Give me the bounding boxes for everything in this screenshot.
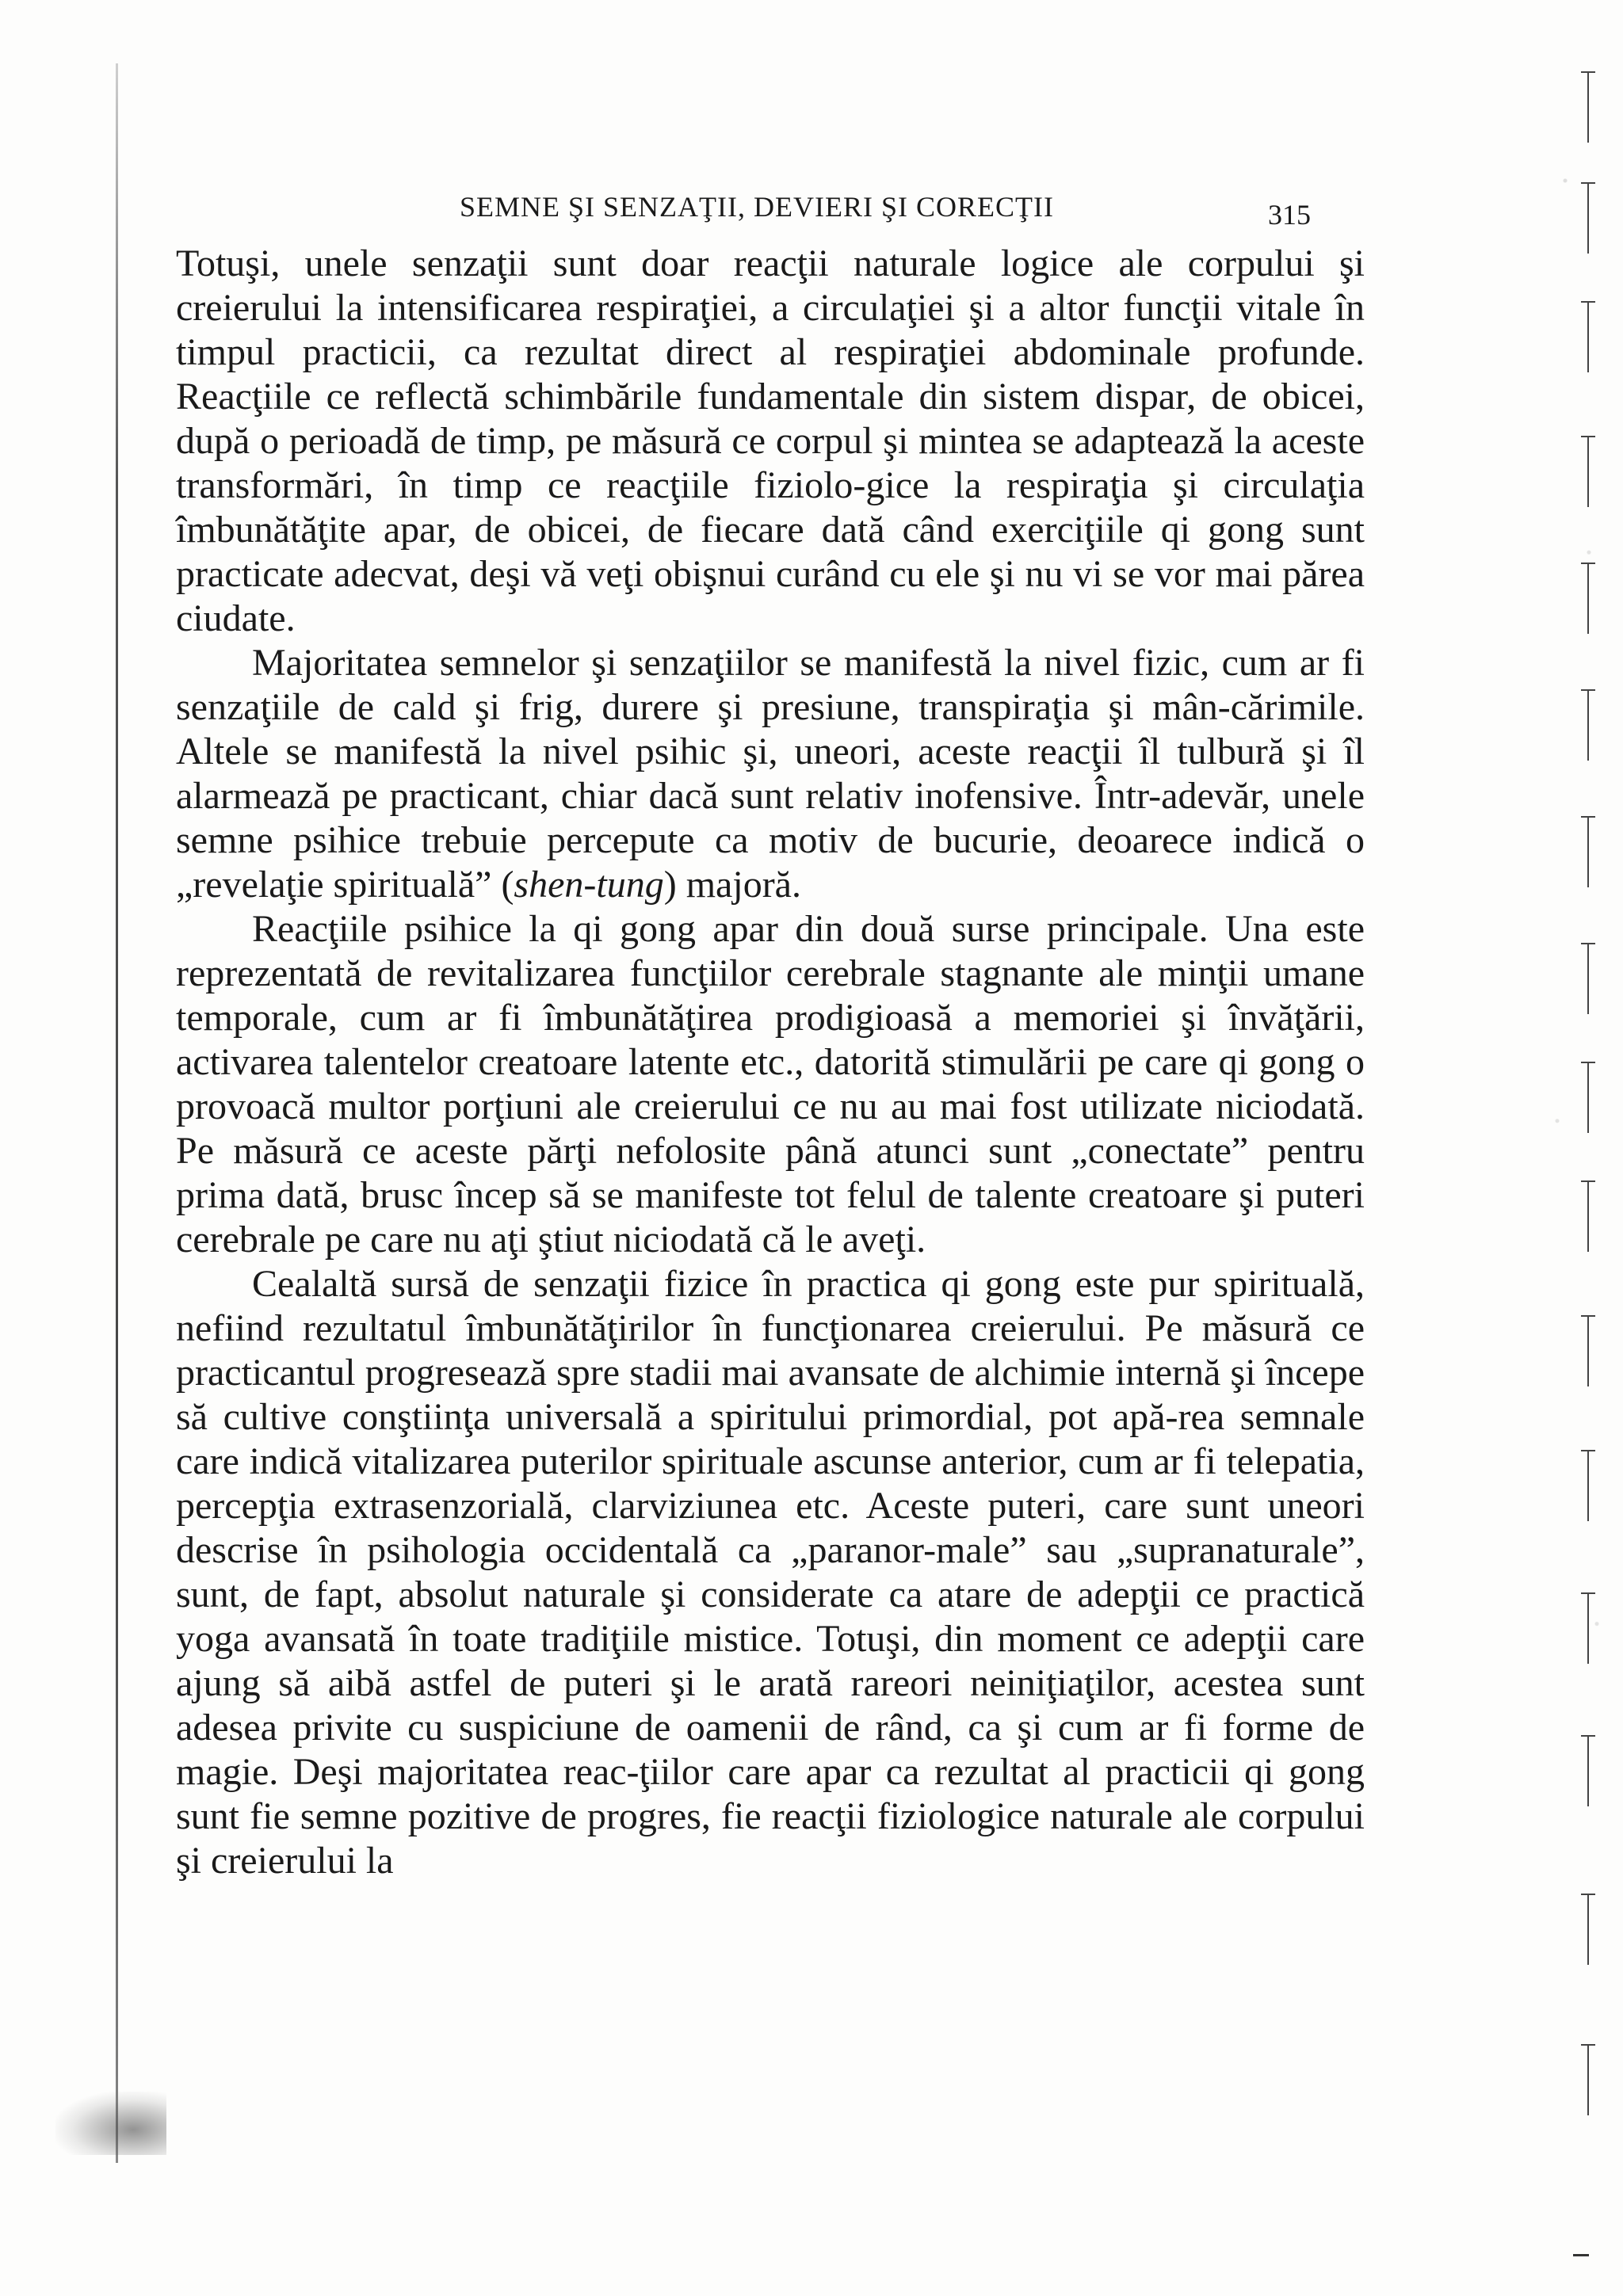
paragraph-text: ) majoră.: [663, 864, 801, 906]
paragraph-text: Totuşi, unele senzaţii sunt doar reacţii naturale logice ale corpului şi creierului la intensificarea respiraţiei, a circulaţiei şi a altor funcţii vitale în timpul practicii, ca rezultat direct al respiraţiei abdominale profunde. Reacţiile ce reflectă schimbările fundamentale din sistem dispar, de obicei, după o perioadă de timp, pe măsură ce corpul şi mintea se adaptează la aceste transformări, în timp ce reacţiile fiziolo-gice la respiraţia şi circulaţia îmbunătăţite apar, de obicei, de fiecare dată când exerciţiile qi gong sunt practicate adecvat, deşi vă veţi obişnui curând cu ele şi nu vi se vor mai părea ciudate.: [176, 242, 1365, 639]
paragraph: [176, 242, 1365, 641]
binding-edge-line: [116, 63, 118, 2163]
page-number: 315: [1268, 199, 1311, 231]
paragraph-text: Cealaltă sursă de senzaţii fizice în practica qi gong este pur spirituală, nefiind rezultatul îmbunătăţirilor în funcţionarea creierului. Pe măsură ce practicantul progresează spre stadii mai avansate de alchimie internă şi începe să cultive conştiinţa universală a spiritului primordial, pot apă-rea semnale care indică vitalizarea puterilor spirituale ascunse anterior, cum ar fi telepatia, percepţia extrasenzorială, clarviziunea etc. Aceste puteri, care sunt uneori descrise în psihologia occidentală ca „paranor-male” sau „supranaturale”, sunt, de fapt, absolut naturale şi considerate ca atare de adepţii ce practică yoga avansată în toate tradiţiile mistice. Totuşi, din moment ce adepţii care ajung să aibă astfel de puteri şi le arată rareori neiniţiaţilor, acestea sunt adesea privite cu suspiciune de oamenii de rând, ca şi cum ar fi forme de magie. Deşi majoritatea reac-ţiilor care apar ca rezultat al practicii qi gong sunt fie semne pozitive de progres, fie reacţii fiziologice naturale ale corpului şi creierului la: [176, 1263, 1365, 1882]
edge-mark: [1581, 301, 1595, 372]
italic-term: shen-tung: [514, 864, 664, 906]
edge-mark: [1581, 1735, 1595, 1806]
next-page-edge: [1541, 71, 1623, 2258]
edge-mark: [1581, 71, 1595, 143]
edge-mark: [1573, 2254, 1589, 2256]
edge-mark: [1581, 1894, 1595, 1965]
paragraph-text: Majoritatea semnelor şi senzaţiilor se manifestă la nivel fizic, cum ar fi senzaţiile de cald şi frig, durere şi presiune, transpiraţia şi mân-cărimile. Altele se manifestă la nivel psihic şi, uneori, aceste reacţii îl tulbură şi îl alarmează pe practicant, chiar dacă sunt relativ inofensive. Într-adevăr, unele semne psihice trebuie percepute ca motiv de bucurie, deoarece indică o „revelaţie spirituală” (: [176, 642, 1365, 906]
edge-mark: [1581, 1450, 1595, 1521]
binding-smudge: [55, 2092, 166, 2155]
edge-mark: [1581, 1062, 1595, 1133]
edge-mark: [1581, 943, 1595, 1014]
edge-mark: [1581, 2044, 1595, 2115]
edge-mark: [1581, 436, 1595, 507]
edge-mark: [1581, 1592, 1595, 1664]
edge-mark: [1581, 1315, 1595, 1386]
paragraph: [176, 907, 1365, 1262]
edge-mark: [1581, 1180, 1595, 1252]
paragraph: [176, 1262, 1365, 1883]
edge-mark: [1581, 563, 1595, 634]
paragraph-text: Reacţiile psihice la qi gong apar din două surse principale. Una este reprezentată de revitalizarea funcţiilor cerebrale stagnante ale minţii umane temporale, cum ar fi îmbunătăţirea prodigioasă a memoriei şi învăţării, activarea talentelor creatoare latente etc., datorită stimulării pe care qi gong o provoacă multor porţiuni ale creierului ce nu au mai fost utilizate niciodată. Pe măsură ce aceste părţi nefolosite până atunci sunt „conectate” pentru prima dată, brusc încep să se manifeste tot felul de talente creatoare şi puteri cerebrale pe care nu aţi ştiut niciodată că le aveţi.: [176, 908, 1365, 1261]
edge-mark: [1581, 816, 1595, 887]
edge-mark: [1581, 182, 1595, 254]
running-header: SEMNE ŞI SENZAŢII, DEVIERI ŞI CORECŢII: [460, 191, 1054, 223]
edge-mark: [1581, 689, 1595, 761]
body-text: [176, 242, 1365, 1883]
paragraph: [176, 641, 1365, 907]
